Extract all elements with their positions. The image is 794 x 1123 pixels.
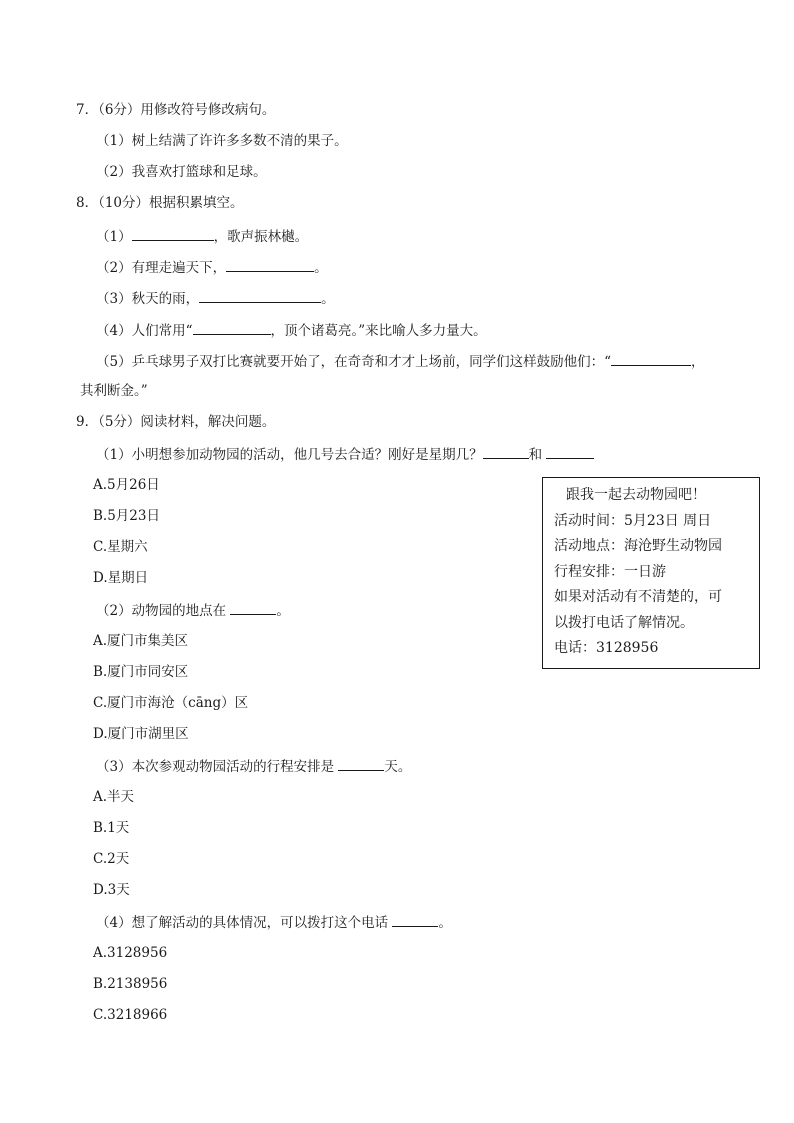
q9-p3-option-a[interactable]: A.半天: [93, 789, 135, 805]
q9-p2-option-b[interactable]: B.厦门市同安区: [93, 664, 189, 680]
q9-p2-option-d[interactable]: D.厦门市湖里区: [93, 726, 189, 742]
q9-heading: 9．（5分）阅读材料，解决问题。: [76, 414, 276, 430]
q8-item-4: [96, 320, 487, 340]
q9-part-3-text: （3）本次参观动物园活动的行程安排是: [96, 759, 335, 775]
notice-phone: 电话：3128956: [554, 640, 659, 656]
q9-part-3: [96, 756, 411, 776]
q8-blank-2[interactable]: [226, 257, 314, 272]
notice-schedule: 行程安排：一日游: [554, 563, 666, 580]
q7-heading: 7．（6分）用修改符号修改病句。: [76, 102, 276, 118]
q9-part-3-blank[interactable]: [338, 756, 384, 771]
q9-p2-option-a[interactable]: A.厦门市集美区: [93, 633, 189, 649]
q9-part-4: [96, 912, 452, 932]
q9-p2-option-c[interactable]: C.厦门市海沧（cāng）区: [93, 695, 249, 711]
notice-note-line-1: 如果对活动有不清楚的，可: [554, 589, 722, 605]
q9-part-2-blank[interactable]: [230, 600, 276, 615]
q8-item-1-prefix: （1）: [96, 229, 132, 245]
q8-item-1-suffix: ，歌声振林樾。: [213, 229, 309, 245]
q8-item-1: [96, 226, 308, 246]
q9-p1-option-b[interactable]: B.5月23日: [93, 508, 160, 524]
q8-item-4-suffix: ，顶个诸葛亮。”来比喻人多力量大。: [270, 323, 487, 339]
q9-part-1-blank-a[interactable]: [483, 444, 529, 459]
q9-p4-option-c[interactable]: C.3218966: [93, 1007, 168, 1023]
q8-item-5: [96, 351, 705, 371]
q8-item-4-prefix: （4）人们常用“: [96, 323, 193, 339]
q9-part-1-blank-b[interactable]: [546, 444, 594, 459]
q9-part-2-text: （2）动物园的地点在: [96, 603, 227, 619]
q7-sentence-2: （2）我喜欢打篮球和足球。: [96, 164, 267, 180]
q9-p1-option-a[interactable]: A.5月26日: [93, 477, 160, 493]
q8-item-2: [96, 257, 328, 277]
notice-title: 跟我一起去动物园吧！: [566, 487, 706, 503]
q9-part-1-and: 和: [528, 447, 543, 463]
q9-p4-option-b[interactable]: B.2138956: [93, 976, 168, 992]
q8-heading: 8．（10分）根据积累填空。: [76, 195, 244, 211]
q9-part-1-text: （1）小明想参加动物园的活动，他几号去合适？刚好是星期几？: [96, 447, 483, 463]
notice-time: 活动时间：5月23日 周日: [554, 512, 712, 529]
q9-p1-option-c[interactable]: C.星期六: [93, 539, 148, 555]
q8-item-3-suffix: 。: [321, 291, 335, 307]
q9-p3-option-d[interactable]: D.3天: [93, 882, 130, 898]
notice-note-line-2: 以拨打电话了解情况。: [554, 614, 694, 631]
q8-item-2-suffix: 。: [314, 260, 328, 276]
zoo-notice-box: [542, 477, 760, 669]
q9-p1-option-d[interactable]: D.星期日: [93, 570, 149, 586]
q8-blank-3[interactable]: [199, 288, 321, 303]
q9-part-4-text: （4）想了解活动的具体情况，可以拨打这个电话: [96, 915, 389, 931]
notice-place: 活动地点：海沧野生动物园: [554, 538, 722, 554]
q9-p3-option-c[interactable]: C.2天: [93, 851, 130, 867]
q8-item-5-suffix: ，: [691, 354, 705, 370]
q7-sentence-1: （1）树上结满了许许多多数不清的果子。: [96, 133, 348, 149]
q9-part-4-suffix: 。: [438, 915, 452, 931]
q8-blank-1[interactable]: [132, 226, 214, 241]
q9-part-4-blank[interactable]: [392, 912, 438, 927]
q8-blank-5[interactable]: [611, 351, 691, 366]
q9-part-2: [96, 600, 290, 620]
q8-item-2-prefix: （2）有理走遍天下，: [96, 260, 227, 276]
q9-p3-option-b[interactable]: B.1天: [93, 820, 130, 836]
q9-part-2-suffix: 。: [276, 603, 290, 619]
q8-item-3-prefix: （3）秋天的雨，: [96, 291, 200, 307]
q8-item-3: [96, 288, 335, 308]
q8-item-5-prefix: （5）乒乓球男子双打比赛就要开始了，在奇奇和才才上场前，同学们这样鼓励他们：“: [96, 354, 611, 370]
q9-p4-option-a[interactable]: A.3128956: [93, 945, 168, 961]
q8-item-5-continued: 其利断金。”: [80, 383, 148, 399]
q9-part-3-suffix: 天。: [384, 759, 412, 775]
q8-blank-4[interactable]: [193, 320, 271, 335]
q9-part-1: [96, 444, 594, 464]
